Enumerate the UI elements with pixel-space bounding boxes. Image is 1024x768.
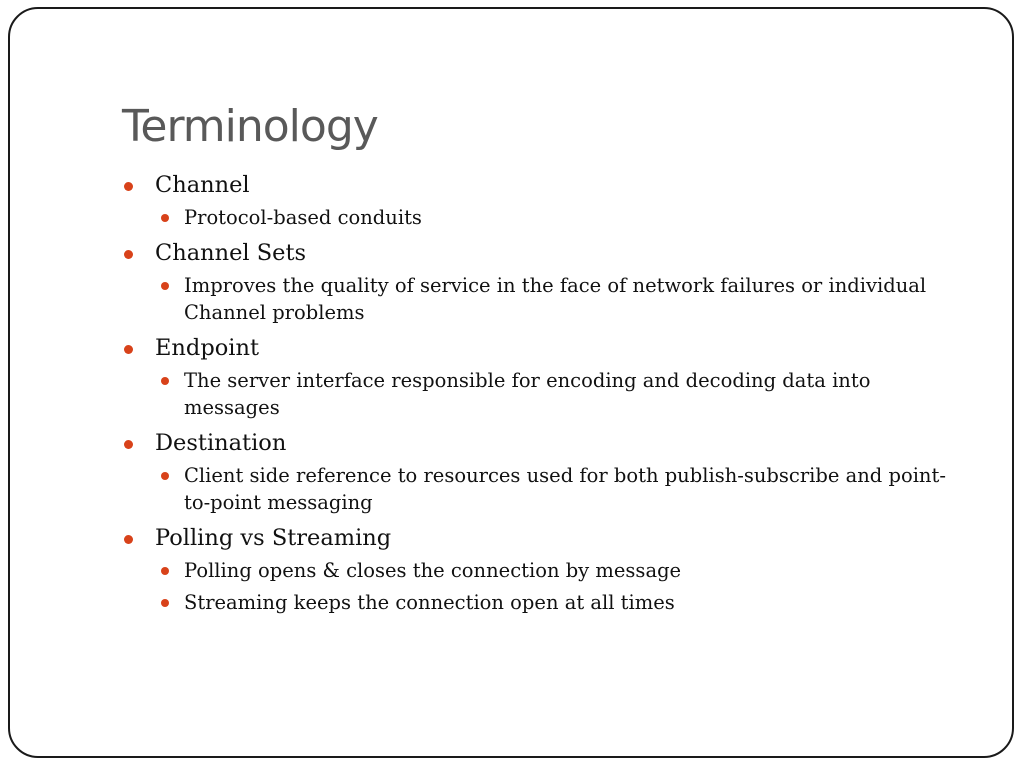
sub-bullet-item — [120, 367, 964, 421]
sub-bullet-text: The server interface responsible for encoding and decoding data into messages — [184, 369, 871, 419]
sub-bullet-item — [120, 589, 964, 616]
bullet-dot-icon — [161, 282, 169, 290]
sub-bullet-text: Client side reference to resources used for both publish-subscribe and point-to-point messaging — [184, 464, 946, 514]
sub-bullet-text: Polling opens & closes the connection by message — [184, 559, 682, 582]
bullet-dot-icon — [124, 440, 133, 449]
sub-bullet-item — [120, 557, 964, 584]
bullet-dot-icon — [124, 535, 133, 544]
bullet-dot-icon — [124, 250, 133, 259]
slide-frame — [8, 7, 1014, 758]
bullet-dot-icon — [124, 182, 133, 191]
bullet-label: Endpoint — [155, 335, 259, 361]
bullet-dot-icon — [161, 472, 169, 480]
bullet-item-channel-sets — [120, 239, 980, 267]
bullet-list — [120, 171, 980, 616]
bullet-label: Channel Sets — [155, 240, 307, 266]
sub-bullet-item — [120, 204, 964, 231]
bullet-dot-icon — [124, 345, 133, 354]
bullet-label: Destination — [155, 430, 287, 456]
bullet-item-channel — [120, 171, 980, 199]
bullet-item-destination — [120, 429, 980, 457]
bullet-item-polling-vs-streaming — [120, 524, 980, 552]
bullet-dot-icon — [161, 377, 169, 385]
sub-bullet-text: Improves the quality of service in the face of network failures or individual Channel problems — [184, 274, 927, 324]
bullet-dot-icon — [161, 214, 169, 222]
bullet-label: Channel — [155, 172, 250, 198]
slide-title: Terminology — [122, 101, 378, 152]
bullet-item-endpoint — [120, 334, 980, 362]
bullet-dot-icon — [161, 599, 169, 607]
bullet-label: Polling vs Streaming — [155, 525, 392, 551]
sub-bullet-item — [120, 272, 964, 326]
sub-bullet-item — [120, 462, 964, 516]
sub-bullet-text: Protocol-based conduits — [184, 206, 422, 229]
bullet-dot-icon — [161, 567, 169, 575]
sub-bullet-text: Streaming keeps the connection open at all times — [184, 591, 675, 614]
